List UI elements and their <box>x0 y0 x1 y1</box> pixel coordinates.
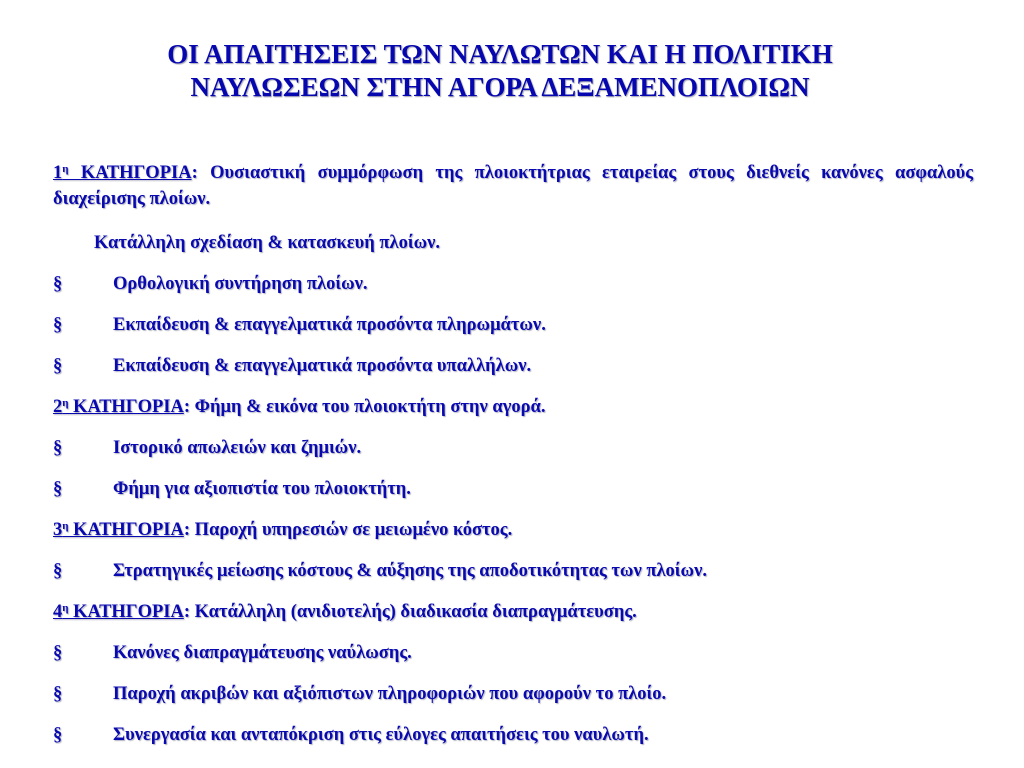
list-item: § Στρατηγικές μείωσης κόστους & αύξησης της αποδοτικότητας των πλοίων. <box>53 558 973 584</box>
category-4-heading: $4^\eta$ ΚΑΤΗΓΟΡΙΑ: Κατάλληλη (ανιδιοτελής) διαδικασία διαπραγμάτευσης. <box>53 602 637 622</box>
list-item: § Κανόνες διαπραγμάτευσης ναύλωσης. <box>53 640 973 666</box>
list-item: § Εκπαίδευση & επαγγελματικά προσόντα υπαλλήλων. <box>53 353 973 379</box>
slide-title <box>0 38 1000 104</box>
category-1-text: Ουσιαστική συμμόρφωση της πλοιοκτήτριας εταιρείας στους διεθνείς κανόνες ασφαλούς διαχείρισης πλοίων. <box>53 163 973 209</box>
title-line-1: ΟΙ ΑΠΑΙΤΗΣΕΙΣ ΤΩΝ ΝΑΥΛΩΤΩΝ ΚΑΙ Η ΠΟΛΙΤΙΚΗ <box>167 39 833 69</box>
category-2-text: Φήμη & εικόνα του πλοιοκτήτη στην αγορά. <box>190 397 546 417</box>
bullet-icon: § <box>53 725 63 745</box>
category-2-heading: $2^\eta$ ΚΑΤΗΓΟΡΙΑ: Φήμη & εικόνα του πλοιοκτήτη στην αγορά. <box>53 397 546 417</box>
list-item: § Συνεργασία και ανταπόκριση στις εύλογες απαιτήσεις του ναυλωτή. <box>53 722 973 748</box>
list-item: § Εκπαίδευση & επαγγελματικά προσόντα πληρωμάτων. <box>53 312 973 338</box>
bullet-icon: § <box>53 561 63 581</box>
category-3-text: Παροχή υπηρεσιών σε μειωμένο κόστος. <box>190 520 513 540</box>
category-1-heading: $1^\eta$ ΚΑΤΗΓΟΡΙΑ: Ουσιαστική συμμόρφωση της πλοιοκτήτριας εταιρείας στους διεθνείς κανόνες ασφαλούς διαχείρισης πλοίων. <box>53 163 973 209</box>
bullet-icon: § <box>53 684 63 704</box>
bullet-icon: § <box>53 479 63 499</box>
bullet-icon: § <box>53 643 63 663</box>
category-1-label: $1^\eta$ ΚΑΤΗΓΟΡΙΑ <box>53 163 192 183</box>
category-2-label: $2^\eta$ ΚΑΤΗΓΟΡΙΑ <box>53 397 184 417</box>
bullet-icon: § <box>53 274 63 294</box>
list-item: § Παροχή ακριβών και αξιόπιστων πληροφοριών που αφορούν το πλοίο. <box>53 681 973 707</box>
list-item: § Ορθολογική συντήρηση πλοίων. <box>53 271 973 297</box>
list-item: § Ιστορικό απωλειών και ζημιών. <box>53 435 973 461</box>
title-line-2: ΝΑΥΛΩΣΕΩΝ ΣΤΗΝ ΑΓΟΡΑ ΔΕΞΑΜΕΝΟΠΛΟΙΩΝ <box>190 72 810 102</box>
list-item: § Φήμη για αξιοπιστία του πλοιοκτήτη. <box>53 476 973 502</box>
category-4-text: Κατάλληλη (ανιδιοτελής) διαδικασία διαπραγμάτευσης. <box>190 602 637 622</box>
category-1-subline: Κατάλληλη σχεδίαση & κατασκευή πλοίων. <box>94 233 441 253</box>
category-3-heading: $3^\eta$ ΚΑΤΗΓΟΡΙΑ: Παροχή υπηρεσιών σε μειωμένο κόστος. <box>53 520 513 540</box>
category-3-label: $3^\eta$ ΚΑΤΗΓΟΡΙΑ <box>53 520 184 540</box>
bullet-icon: § <box>53 438 63 458</box>
category-4-label: $4^\eta$ ΚΑΤΗΓΟΡΙΑ <box>53 602 184 622</box>
bullet-icon: § <box>53 356 63 376</box>
bullet-icon: § <box>53 315 63 335</box>
